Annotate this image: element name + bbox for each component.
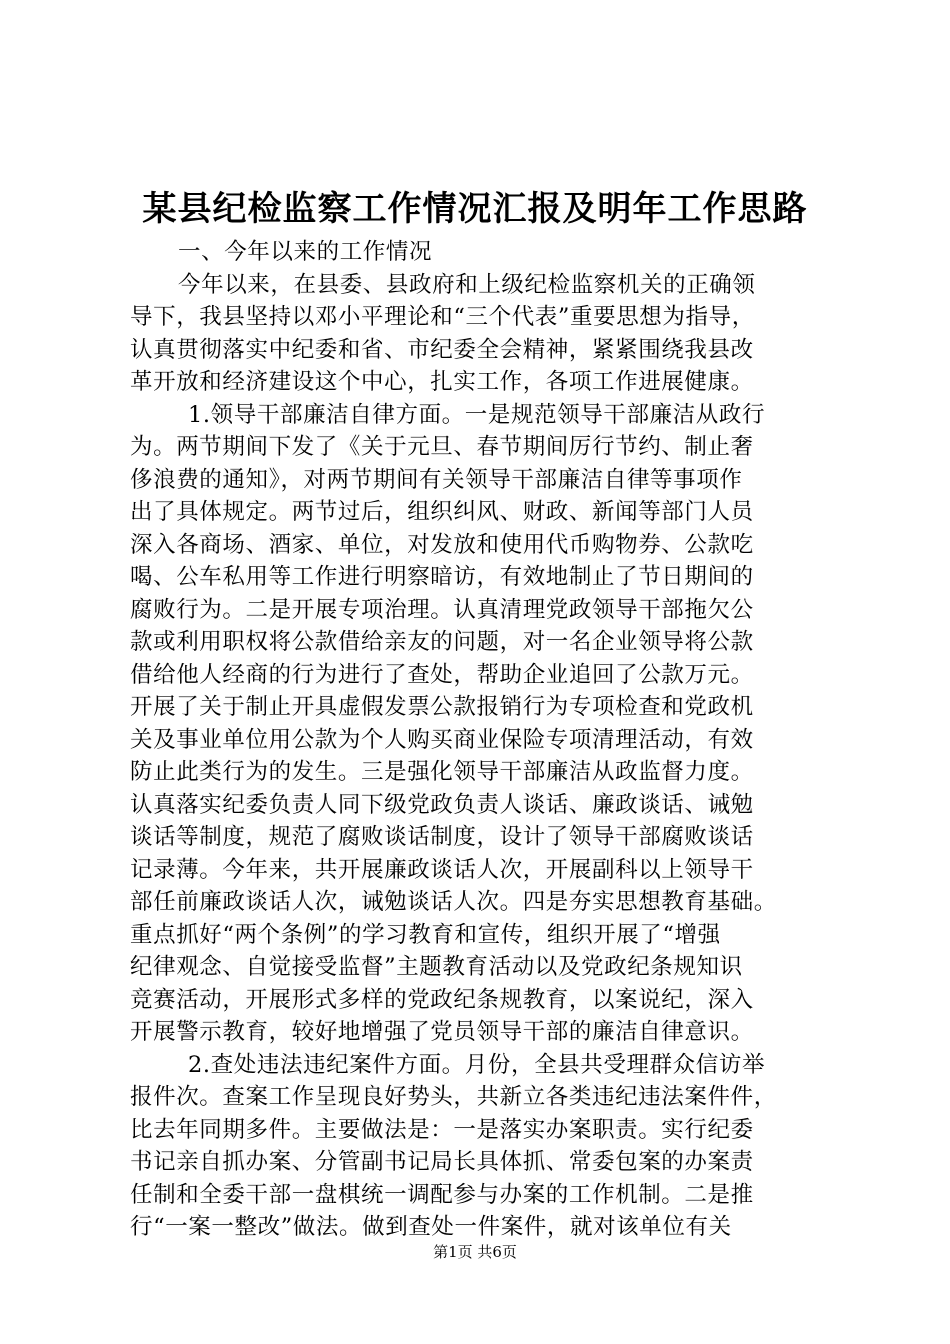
- paragraph-line: 纪律观念、自觉接受监督”主题教育活动以及党政纪条规知识: [130, 954, 743, 980]
- section-heading: 一、今年以来的工作情况: [178, 239, 433, 265]
- paragraph-line: 报件次。查案工作呈现良好势头，共新立各类违纪违法案件件，: [130, 1084, 777, 1110]
- paragraph-line: 喝、公车私用等工作进行明察暗访，有效地制止了节日期间的: [130, 564, 754, 590]
- paragraph-line: 比去年同期多件。主要做法是：一是落实办案职责。实行纪委: [130, 1116, 754, 1143]
- paragraph-line: 认真贯彻落实中纪委和省、市纪委全会精神，紧紧围绕我县改: [130, 336, 754, 363]
- paragraph-line: 借给他人经商的行为进行了查处，帮助企业追回了公款万元。: [130, 661, 754, 688]
- document-title: 某县纪检监察工作情况汇报及明年工作思路: [142, 189, 808, 229]
- paragraph-line: 今年以来，在县委、县政府和上级纪检监察机关的正确领: [178, 271, 756, 298]
- paragraph-line: 任制和全委干部一盘棋统一调配参与办案的工作机制。二是推: [130, 1181, 754, 1208]
- paragraph-line: 开展了关于制止开具虚假发票公款报销行为专项检查和党政机: [130, 694, 754, 720]
- paragraph-line: 记录薄。今年来，共开展廉政谈话人次，开展副科以上领导干: [130, 856, 754, 883]
- paragraph-line: 深入各商场、酒家、单位，对发放和使用代币购物券、公款吃: [130, 531, 754, 558]
- paragraph-line: 认真落实纪委负责人同下级党政负责人谈话、廉政谈话、诫勉: [130, 791, 754, 818]
- paragraph-line: 2.查处违法违纪案件方面。月份，全县共受理群众信访举: [188, 1051, 766, 1078]
- paragraph-line: 谈话等制度，规范了腐败谈话制度，设计了领导干部腐败谈话: [130, 824, 754, 850]
- paragraph-line: 开展警示教育，较好地增强了党员领导干部的廉洁自律意识。: [130, 1019, 754, 1045]
- paragraph-line: 导下，我县坚持以邓小平理论和“三个代表”重要思想为指导，: [130, 304, 755, 330]
- paragraph-line: 为。两节期间下发了《关于元旦、春节期间厉行节约、制止奢: [130, 434, 754, 460]
- paragraph-line: 出了具体规定。两节过后，组织纠风、财政、新闻等部门人员: [130, 499, 754, 525]
- page-footer: 第1页 共6页: [433, 1243, 517, 1261]
- paragraph-line: 部任前廉政谈话人次，诫勉谈话人次。四是夯实思想教育基础。: [130, 889, 777, 915]
- paragraph-line: 重点抓好“两个条例”的学习教育和宣传，组织开展了“增强: [130, 921, 721, 948]
- document-body: [130, 236, 830, 1244]
- paragraph-line: 侈浪费的通知》，对两节期间有关领导干部廉洁自律等事项作: [130, 466, 743, 493]
- paragraph-line: 革开放和经济建设这个中心，扎实工作，各项工作进展健康。: [130, 369, 754, 395]
- paragraph-line: 行“一案一整改”做法。做到查处一件案件，就对该单位有关: [130, 1214, 732, 1240]
- paragraph-line: 1.领导干部廉洁自律方面。一是规范领导干部廉洁从政行: [188, 401, 766, 428]
- paragraph-line: 关及事业单位用公款为个人购买商业保险专项清理活动，有效: [130, 726, 754, 753]
- paragraph-line: 书记亲自抓办案、分管副书记局长具体抓、常委包案的办案责: [130, 1149, 754, 1175]
- paragraph-line: 款或利用职权将公款借给亲友的问题，对一名企业领导将公款: [130, 629, 754, 655]
- paragraph-line: 竞赛活动，开展形式多样的党政纪条规教育，以案说纪，深入: [130, 986, 754, 1013]
- paragraph-line: 腐败行为。二是开展专项治理。认真清理党政领导干部拖欠公: [130, 596, 754, 623]
- paragraph-line: 防止此类行为的发生。三是强化领导干部廉洁从政监督力度。: [130, 759, 754, 785]
